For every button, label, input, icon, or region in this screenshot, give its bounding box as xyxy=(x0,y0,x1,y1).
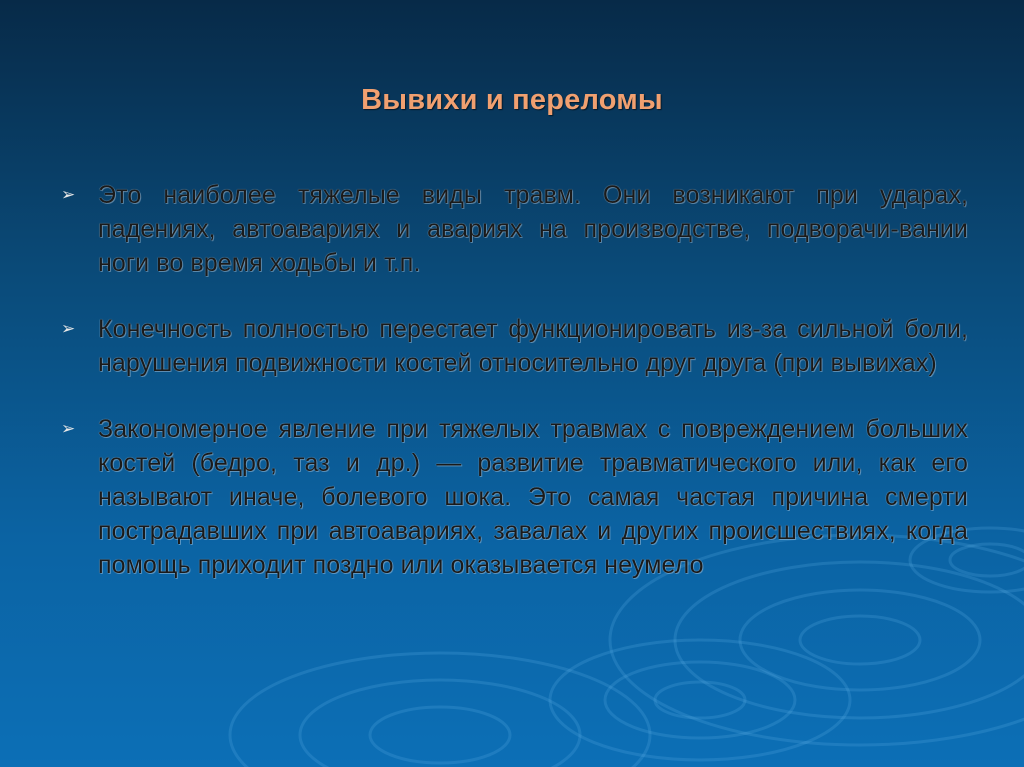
bullet-list xyxy=(58,178,968,614)
bullet-item xyxy=(58,178,968,280)
bullet-text: Это наиболее тяжелые виды травм. Они возникают при ударах, падениях, автоавариях и авариях на производстве, подворачи-вании ноги во время ходьбы и т.п. xyxy=(98,181,968,277)
slide-title: Вывихи и переломы xyxy=(361,84,663,116)
arrow-bullet-icon: ➢ xyxy=(61,185,76,204)
bullet-item xyxy=(58,412,968,582)
arrow-bullet-icon: ➢ xyxy=(61,419,76,438)
bullet-text: Закономерное явление при тяжелых травмах с повреждением больших костей (бедро, таз и др.) — развитие травматического или, как его называют иначе, болевого шока. Это самая частая причина смерти пострадавших при автоавариях, завалах и других происшествиях, когда помощь приходит поздно или оказывается неумело xyxy=(98,415,968,579)
bullet-item xyxy=(58,312,968,380)
bullet-text: Конечность полностью перестает функционировать из-за сильной боли, нарушения подвижности костей относительно друг друга (при вывихах) xyxy=(98,315,968,377)
arrow-bullet-icon: ➢ xyxy=(61,319,76,338)
